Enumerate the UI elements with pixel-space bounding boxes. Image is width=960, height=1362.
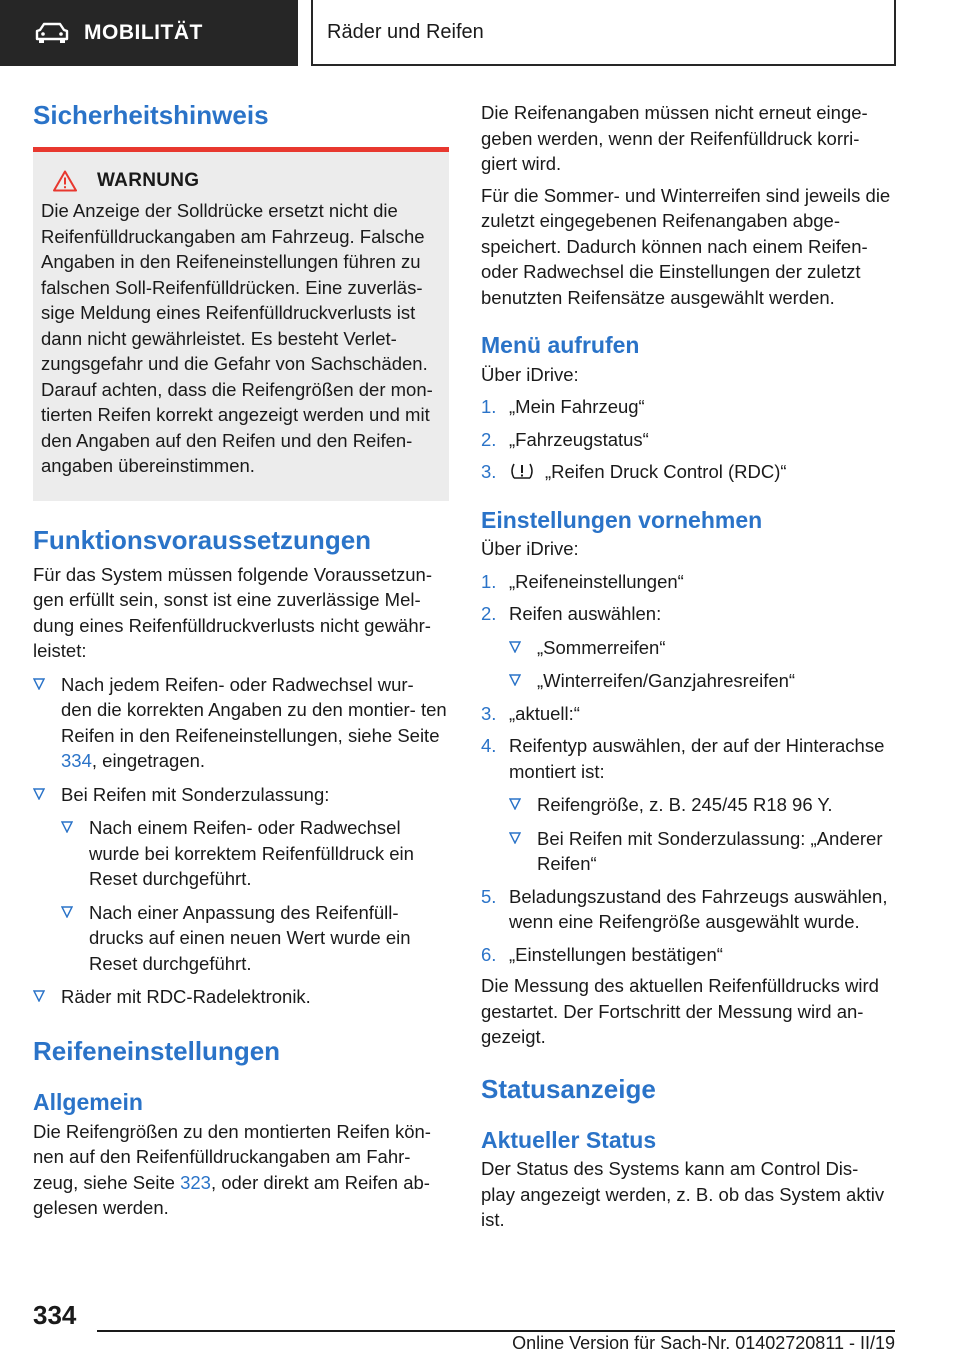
right-column (481, 100, 897, 1233)
car-icon (34, 22, 70, 44)
general-heading: Allgemein (33, 1089, 143, 1116)
list-item: „Winterreifen/Ganzjahresreifen“ (509, 668, 897, 694)
list-item: Bei Reifen mit Sonderzulassung: „Anderer Reifen“ (509, 826, 897, 877)
list-item: Nach einer Anpassung des Reifenfüll‐ drucks auf einen neuen Wert wurde ein Reset durchgeführt. (61, 900, 449, 977)
warning-text: Die Anzeige der Solldrücke ersetzt nicht die Reifenfülldruckangaben am Fahrzeug. Falsche Angaben in den Reifeneinstellungen führen zu falschen Soll-Reifenfülldrücken. Eine zuverläs‐ sige Meldung eines Reifenfülldruckverlusts ist dann nicht gewährleistet. Es besteht Verlet‐ zungsgefahr und die Gefahr von Sachschäden. Darauf achten, dass die Reifengrößen der mon‐ tierten Reifen korrekt angezeigt werden und mit den Angaben auf den Reifen und den Reifen‐ angaben übereinstimmen. (41, 200, 433, 477)
list-item: 2. Reifen auswählen: „Sommerreifen“ „Winterreifen/Ganzjahresreifen“ (481, 601, 897, 694)
list-item: 3. „Reifen Druck Control (RDC)“ (481, 461, 787, 483)
list-item: Bei Reifen mit Sonderzulassung: Nach einem Reifen- oder Radwechsel wurde bei korrektem Reifenfülldruck ein Reset durchgeführt. Nach einer Anpassung des Reifenfüll‐ drucks auf einen neuen Wert wurde ein Reset durchgeführt. (33, 782, 449, 977)
list-item: „Sommerreifen“ (509, 635, 897, 661)
section-tab (0, 0, 298, 66)
functions-heading: Funktionsvoraussetzungen (33, 524, 372, 555)
list-item: 6. „Einstellungen bestätigen“ (481, 943, 723, 965)
paragraph-stored: Für die Sommer- und Winterreifen sind jeweils die zuletzt eingegebenen Reifenangaben abge‐ speichert. Dadurch können nach einem Reifen- oder Radwechsel die Einstellungen der zuletzt benutzten Reifensätze ausgewählt werden. (481, 184, 891, 308)
paragraph-reentry: Die Reifenangaben müssen nicht erneut einge‐ geben werden, wenn der Reifenfülldruck korri‐ giert wird. (481, 102, 868, 174)
warning-triangle-icon (53, 170, 77, 192)
list-item: Reifengröße, z. B. 245/45 R18 96 Y. (509, 792, 897, 818)
adjust-intro: Über iDrive: (481, 538, 579, 560)
page-link-323[interactable]: 323 (180, 1171, 211, 1193)
section-title: MOBILITÄT (84, 21, 203, 44)
chapter-tab (311, 0, 896, 66)
list-item: 1. „Mein Fahrzeug“ (481, 396, 645, 418)
list-item: Nach jedem Reifen- oder Radwechsel wur‐ den die korrekten Angaben zu den montier‐ ten Reifen in den Reifeneinstellungen, siehe Seite 334, eingetragen. (33, 672, 449, 774)
general-text: Die Reifengrößen zu den montierten Reifen kön‐ nen auf den Reifenfülldruckangaben am Fahr‐ zeug, siehe Seite 323, oder direkt am Reifen ab‐ gelesen werden. (33, 1120, 431, 1219)
warning-header (41, 170, 441, 192)
triangle-bullet-icon (509, 641, 521, 653)
tire-pressure-icon (509, 461, 535, 481)
current-status-heading: Aktueller Status (481, 1126, 657, 1153)
warning-label: WARNUNG (97, 170, 200, 192)
measure-text: Die Messung des aktuellen Reifenfülldrucks wird gestartet. Der Fortschritt der Messung wird an‐ gezeigt. (481, 975, 879, 1048)
left-column (33, 100, 449, 1221)
adjust-steps (481, 569, 897, 968)
page-header (0, 0, 960, 66)
status-heading: Statusanzeige (481, 1073, 656, 1104)
footer-divider (97, 1330, 895, 1332)
menu-steps (481, 394, 897, 485)
safety-heading: Sicherheitshinweis (33, 100, 269, 130)
triangle-bullet-icon (509, 798, 521, 810)
warning-box (33, 147, 449, 501)
menu-heading: Menü aufrufen (481, 332, 640, 358)
page-link-334[interactable]: 334 (61, 750, 92, 772)
triangle-bullet-icon (61, 906, 73, 918)
triangle-bullet-icon (33, 678, 45, 690)
settings-heading: Reifeneinstellungen (33, 1035, 281, 1066)
list-item: 5. Beladungszustand des Fahrzeugs auswählen, wenn eine Reifengröße ausgewählt wurde. (481, 885, 888, 933)
list-item: 4. Reifentyp auswählen, der auf der Hinterachse montiert ist: Reifengröße, z. B. 245/45 R18 96 Y. Bei Reifen mit Sonderzulassung: „Anderer Reifen“ (481, 733, 897, 877)
list-item: Räder mit RDC-Radelektronik. (33, 984, 449, 1010)
footer-version: Online Version für Sach-Nr. 01402720811 - II/19 (512, 1333, 895, 1353)
sub-list (61, 815, 449, 976)
triangle-bullet-icon (61, 821, 73, 833)
page-number: 334 (33, 1300, 77, 1330)
list-item: 3. „aktuell:“ (481, 702, 580, 724)
menu-intro: Über iDrive: (481, 363, 579, 385)
current-status-text: Der Status des Systems kann am Control Dis‐ play angezeigt werden, z. B. ob das System aktiv ist. (481, 1158, 885, 1231)
list-item: 2. „Fahrzeugstatus“ (481, 428, 649, 450)
triangle-bullet-icon (33, 990, 45, 1002)
adjust-heading: Einstellungen vornehmen (481, 506, 763, 533)
chapter-title: Räder und Reifen (327, 20, 484, 43)
triangle-bullet-icon (33, 788, 45, 800)
requirements-list (33, 672, 449, 1010)
list-item: Nach einem Reifen- oder Radwechsel wurde bei korrektem Reifenfülldruck ein Reset durchgeführt. (61, 815, 449, 892)
triangle-bullet-icon (509, 832, 521, 844)
sub-list (509, 792, 897, 877)
triangle-bullet-icon (509, 674, 521, 686)
sub-list (509, 635, 897, 694)
list-item: 1. „Reifeneinstellungen“ (481, 570, 684, 592)
functions-intro: Für das System müssen folgende Voraussetzun‐ gen erfüllt sein, sonst ist eine zuverlässige Mel‐ dung eines Reifenfülldruckverlusts nicht gewähr‐ leistet: (33, 563, 432, 662)
